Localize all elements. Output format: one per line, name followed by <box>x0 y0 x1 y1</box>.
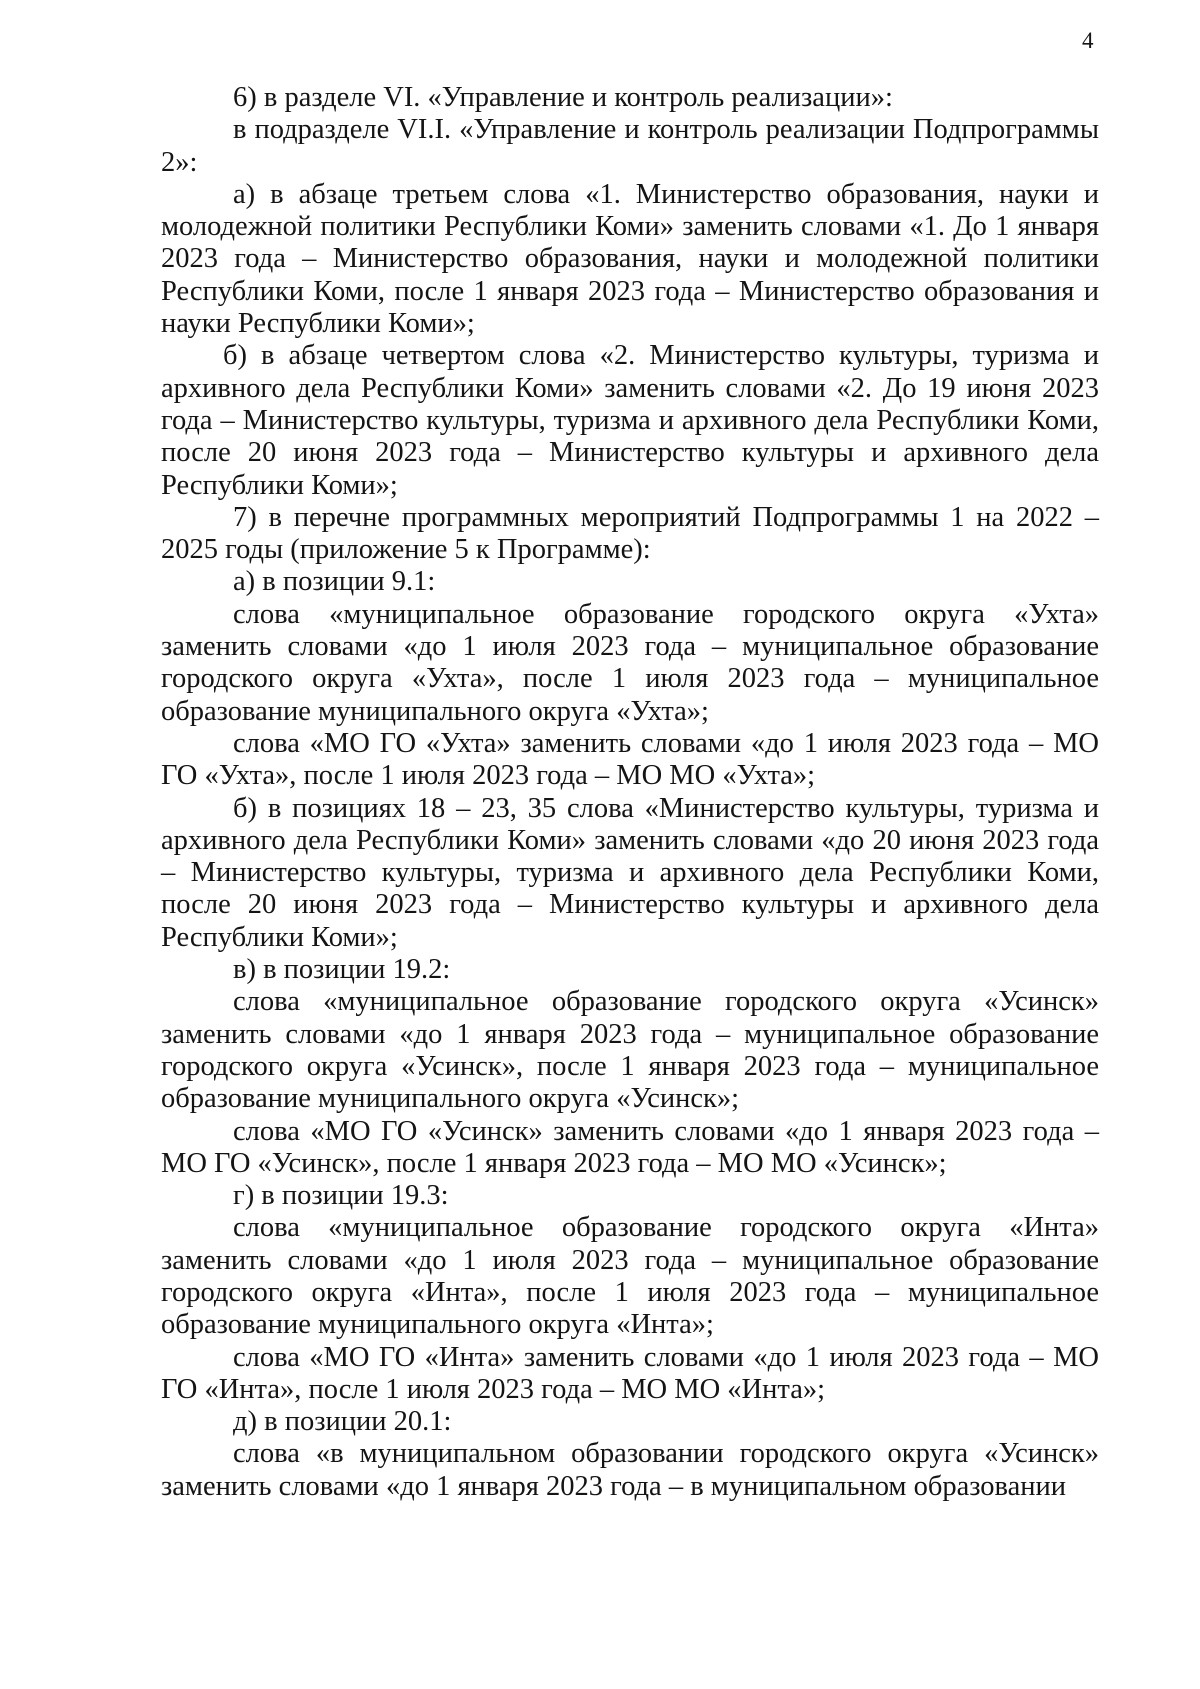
paragraph-usinsk-abbrev: слова «МО ГО «Усинск» заменить словами «до 1 января 2023 года – МО ГО «Усинск», после 1 января 2023 года – МО МО «Усинск»; <box>161 1115 1099 1179</box>
document-body <box>161 82 1099 1503</box>
paragraph-item-a-third: а) в абзаце третьем слова «1. Министерство образования, науки и молодежной политики Республики Коми» заменить словами «1. До 1 января 2023 года – Министерство образования, науки и молодежной политики Республики Коми, после 1 января 2023 года – Министерство образования и науки Республики Коми»; <box>161 178 1099 340</box>
paragraph-item-a-position-9-1: а) в позиции 9.1: <box>233 566 436 598</box>
paragraph-section-7: 7) в перечне программных мероприятий Подпрограммы 1 на 2022 – 2025 годы (приложение 5 к Программе): <box>161 501 1099 566</box>
paragraph-ukhta-abbrev: слова «МО ГО «Ухта» заменить словами «до 1 июля 2023 года – МО ГО «Ухта», после 1 июля 2023 года – МО МО «Ухта»; <box>161 727 1099 792</box>
paragraph-item-b-fourth: б) в абзаце четвертом слова «2. Министерство культуры, туризма и архивного дела Республики Коми» заменить словами «2. До 19 июня 2023 года – Министерство культуры, туризма и архивного дела Республики Коми, после 20 июня 2023 года – Министерство культуры и архивного дела Республики Коми»; <box>161 340 1099 501</box>
paragraph-usinsk-in-municipality: слова «в муниципальном образовании городского округа «Усинск» заменить словами «до 1 января 2023 года – в муниципальном образовании <box>161 1438 1099 1502</box>
paragraph-subsection-6-1: в подразделе VI.I. «Управление и контроль реализации Подпрограммы 2»: <box>161 114 1099 178</box>
paragraph-inta-words: слова «муниципальное образование городского округа «Инта» заменить словами «до 1 июля 2023 года – муниципальное образование городского округа «Инта», после 1 июля 2023 года – муниципальное образование муниципального округа «Инта»; <box>161 1212 1099 1341</box>
paragraph-section-6: 6) в разделе VI. «Управление и контроль реализации»: <box>233 82 893 113</box>
page-number: 4 <box>1082 28 1094 53</box>
paragraph-item-g-position-19-3: г) в позиции 19.3: <box>233 1180 449 1212</box>
paragraph-item-v-position-19-2: в) в позиции 19.2: <box>233 954 451 986</box>
paragraph-usinsk-words: слова «муниципальное образование городского округа «Усинск» заменить словами «до 1 января 2023 года – муниципальное образование городского округа «Усинск», после 1 января 2023 года – муниципальное образование муниципального округа «Усинск»; <box>161 986 1099 1115</box>
paragraph-item-b-positions-18-23: б) в позициях 18 – 23, 35 слова «Министерство культуры, туризма и архивного дела Республики Коми» заменить словами «до 20 июня 2023 года – Министерство культуры, туризма и архивного дела Республики Коми, после 20 июня 2023 года – Министерство культуры и архивного дела Республики Коми»; <box>161 792 1099 953</box>
paragraph-ukhta-words: слова «муниципальное образование городского округа «Ухта» заменить словами «до 1 июля 2023 года – муниципальное образование городского округа «Ухта», после 1 июля 2023 года – муниципальное образование муниципального округа «Ухта»; <box>161 598 1099 727</box>
paragraph-inta-abbrev: слова «МО ГО «Инта» заменить словами «до 1 июля 2023 года – МО ГО «Инта», после 1 июля 2023 года – МО МО «Инта»; <box>161 1341 1099 1405</box>
paragraph-item-d-position-20-1: д) в позиции 20.1: <box>233 1406 452 1438</box>
